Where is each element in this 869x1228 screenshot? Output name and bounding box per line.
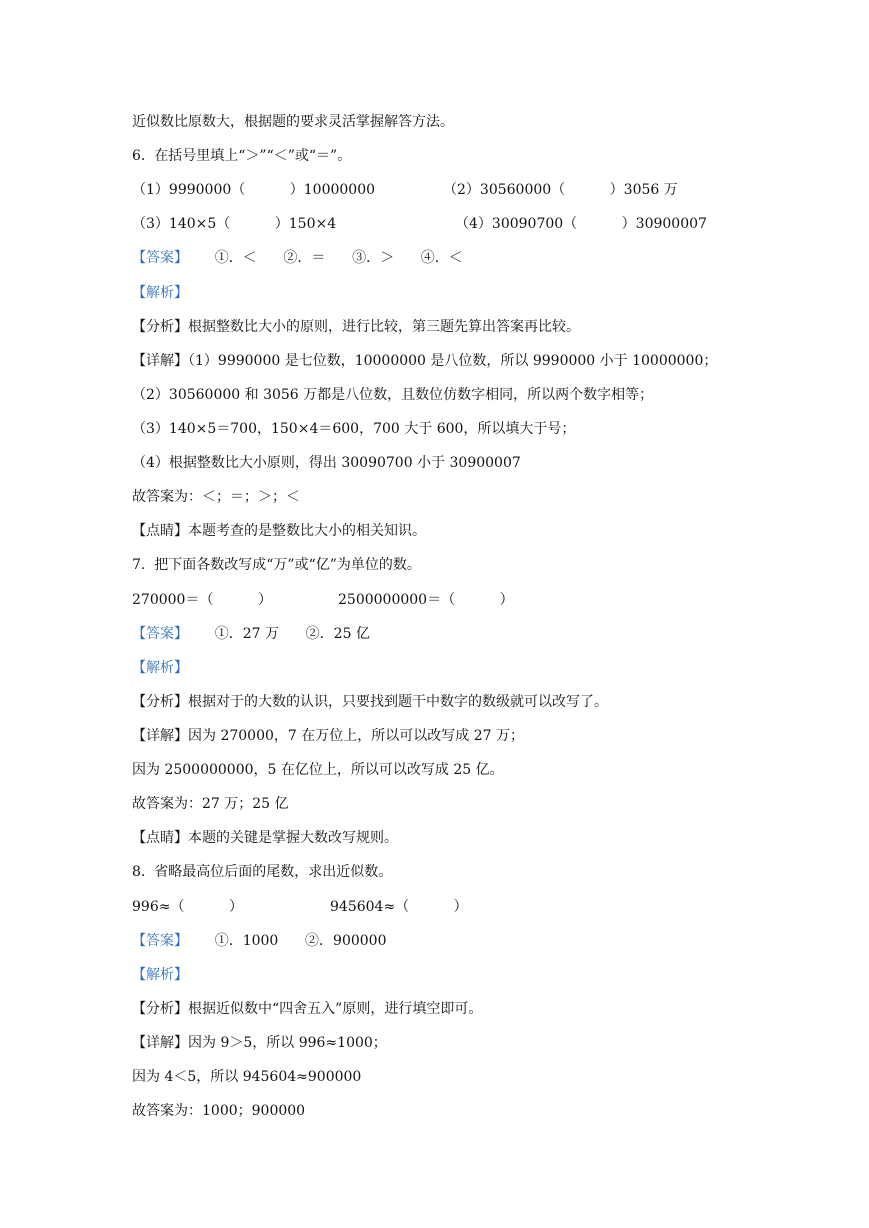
q7-part-1: 270000＝（ ） <box>132 592 272 608</box>
xiangjie-text: （1）9990000 是七位数，10000000 是八位数，所以 9990000 小于 10000000； <box>188 353 718 369</box>
xiangjie-text: 因为 9＞5，所以 996≈1000； <box>188 1035 387 1051</box>
answer-text: ①．＜ ②．＝ ③．＞ ④．＜ <box>214 250 463 266</box>
answer-text: ①．27 万 ②．25 亿 <box>214 626 370 642</box>
fenxi-text: 根据近似数中“四舍五入”原则，进行填空即可。 <box>188 1001 483 1017</box>
q7-xiangjie-1 <box>132 726 524 746</box>
q8-part-1: 996≈（ ） <box>132 899 243 915</box>
xiangjie-tag: 【详解】 <box>132 1035 188 1051</box>
answer-tag: 【答案】 <box>132 626 188 642</box>
xiangjie-text: 因为 270000，7 在万位上，所以可以改写成 27 万； <box>188 728 524 744</box>
fenxi-tag: 【分析】 <box>132 1001 188 1017</box>
analysis-tag: 【解析】 <box>132 967 188 983</box>
q7-final-answer: 故答案为：27 万；25 亿 <box>132 796 289 812</box>
q6-fenxi <box>132 317 580 337</box>
question-7-title: 7. 把下面各数改写成“万”或“亿”为单位的数。 <box>132 557 421 573</box>
q6-final-answer: 故答案为：＜；＝；＞；＜ <box>132 489 300 505</box>
fenxi-tag: 【分析】 <box>132 694 188 710</box>
q6-part-2: （2）30560000（ ）3056 万 <box>443 182 678 198</box>
q6-xiangjie-4: （4）根据整数比大小原则，得出 30090700 小于 30900007 <box>132 455 521 471</box>
q8-xiangjie-2: 因为 4＜5，所以 945604≈900000 <box>132 1069 362 1085</box>
q6-xiangjie-3: （3）140×5＝700，150×4＝600，700 大于 600，所以填大于号； <box>132 421 576 437</box>
xiangjie-tag: 【详解】 <box>132 728 188 744</box>
q6-answer-line <box>132 248 463 268</box>
fenxi-tag: 【分析】 <box>132 319 188 335</box>
q7-part-2: 2500000000＝（ ） <box>338 592 514 608</box>
answer-tag: 【答案】 <box>132 933 188 949</box>
q8-fenxi <box>132 999 482 1019</box>
xiangjie-tag: 【详解】 <box>132 353 188 369</box>
q6-part-1: （1）9990000（ ）10000000 <box>132 182 376 198</box>
question-8-title: 8. 省略最高位后面的尾数，求出近似数。 <box>132 864 393 880</box>
dianjing-text: 本题的关键是掌握大数改写规则。 <box>188 830 398 846</box>
q6-dianjing <box>132 521 426 541</box>
analysis-tag: 【解析】 <box>132 660 188 676</box>
fenxi-text: 根据整数比大小的原则，进行比较，第三题先算出答案再比较。 <box>188 319 580 335</box>
question-6-title: 6. 在括号里填上“＞”“＜”或“＝”。 <box>132 148 352 164</box>
q7-xiangjie-2: 因为 2500000000，5 在亿位上，所以可以改写成 25 亿。 <box>132 762 504 778</box>
dianjing-text: 本题考查的是整数比大小的相关知识。 <box>188 523 426 539</box>
q8-xiangjie-1 <box>132 1033 387 1053</box>
q6-part-3: （3）140×5（ ）150×4 <box>132 216 337 232</box>
analysis-tag: 【解析】 <box>132 285 188 301</box>
text-line: 近似数比原数大，根据题的要求灵活掌握解答方法。 <box>132 114 454 130</box>
answer-text: ①．1000 ②．900000 <box>214 933 387 949</box>
q8-part-2: 945604≈（ ） <box>330 899 468 915</box>
dianjing-tag: 【点睛】 <box>132 830 188 846</box>
q7-fenxi <box>132 692 608 712</box>
q6-part-4: （4）30090700（ ）30900007 <box>455 216 707 232</box>
q7-dianjing <box>132 828 398 848</box>
fenxi-text: 根据对于的大数的认识，只要找到题干中数字的数级就可以改写了。 <box>188 694 608 710</box>
q6-xiangjie-1 <box>132 351 717 371</box>
q8-final-answer: 故答案为：1000；900000 <box>132 1103 306 1119</box>
dianjing-tag: 【点睛】 <box>132 523 188 539</box>
q7-answer-line <box>132 624 370 644</box>
q6-xiangjie-2: （2）30560000 和 3056 万都是八位数，且数位仿数字相同，所以两个数字相等； <box>132 387 654 403</box>
answer-tag: 【答案】 <box>132 250 188 266</box>
q8-answer-line <box>132 931 386 951</box>
